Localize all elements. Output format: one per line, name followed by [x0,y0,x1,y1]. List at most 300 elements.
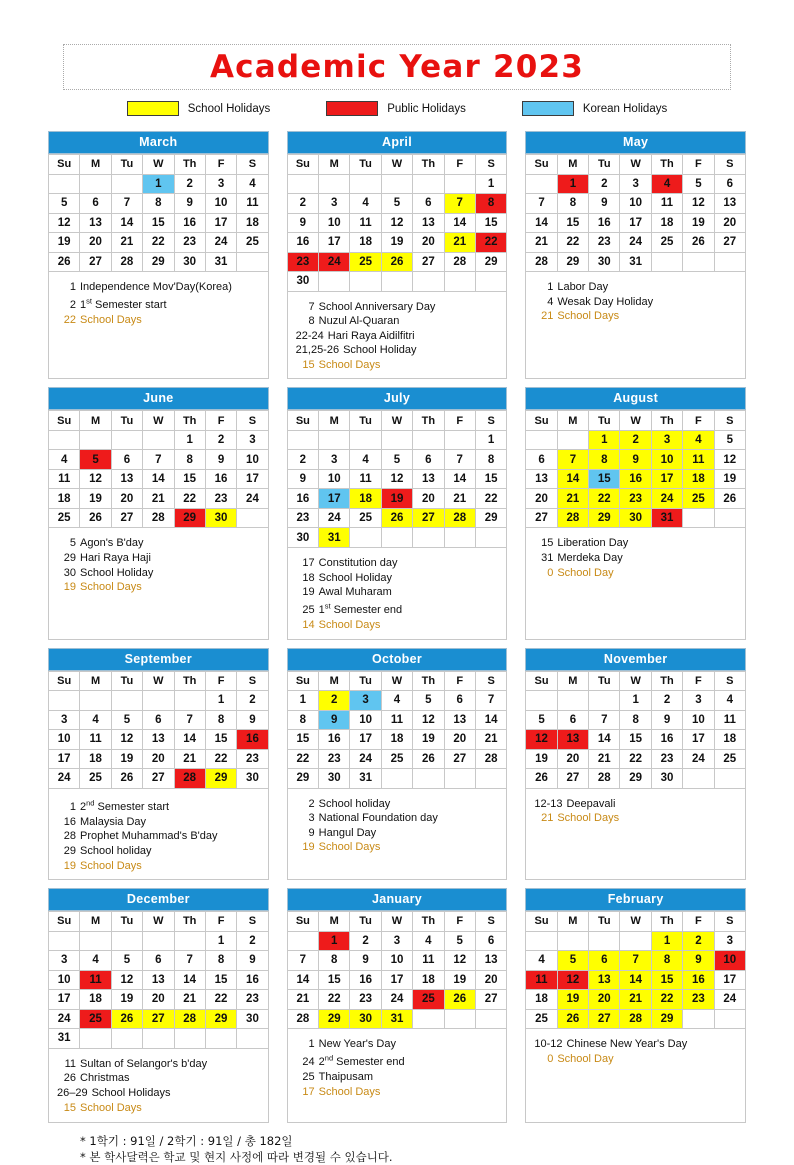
day-cell-november-8[interactable]: 8 [620,710,651,730]
day-cell-december-6[interactable]: 6 [143,951,174,971]
day-cell-november-30[interactable]: 30 [651,769,682,789]
day-cell-january-6[interactable]: 6 [475,931,506,951]
day-cell-january-24[interactable]: 24 [381,990,412,1010]
day-cell-february-7[interactable]: 7 [620,951,651,971]
day-cell-september-17[interactable]: 17 [49,749,80,769]
day-cell-may-15[interactable]: 15 [557,213,588,233]
day-cell-november-20[interactable]: 20 [557,749,588,769]
day-cell-april-21[interactable]: 21 [444,233,475,253]
day-cell-may-5[interactable]: 5 [683,174,714,194]
day-cell-march-4[interactable]: 4 [237,174,268,194]
day-cell-july-28[interactable]: 28 [444,508,475,528]
day-cell-march-15[interactable]: 15 [143,213,174,233]
day-cell-december-16[interactable]: 16 [237,970,268,990]
day-cell-august-29[interactable]: 29 [589,508,620,528]
day-cell-november-1[interactable]: 1 [620,691,651,711]
day-cell-june-2[interactable]: 2 [205,430,236,450]
day-cell-august-31[interactable]: 31 [651,508,682,528]
day-cell-july-9[interactable]: 9 [287,469,318,489]
day-cell-may-6[interactable]: 6 [714,174,745,194]
day-cell-october-20[interactable]: 20 [444,730,475,750]
day-cell-september-16[interactable]: 16 [237,730,268,750]
day-cell-august-11[interactable]: 11 [683,450,714,470]
day-cell-march-31[interactable]: 31 [205,252,236,272]
day-cell-october-15[interactable]: 15 [287,730,318,750]
day-cell-june-13[interactable]: 13 [111,469,142,489]
day-cell-may-25[interactable]: 25 [651,233,682,253]
day-cell-february-29[interactable]: 29 [651,1009,682,1029]
day-cell-august-5[interactable]: 5 [714,430,745,450]
day-cell-november-21[interactable]: 21 [589,749,620,769]
day-cell-august-19[interactable]: 19 [714,469,745,489]
day-cell-october-1[interactable]: 1 [287,691,318,711]
day-cell-december-24[interactable]: 24 [49,1009,80,1029]
day-cell-november-23[interactable]: 23 [651,749,682,769]
day-cell-june-1[interactable]: 1 [174,430,205,450]
day-cell-july-7[interactable]: 7 [444,450,475,470]
day-cell-april-15[interactable]: 15 [475,213,506,233]
day-cell-september-20[interactable]: 20 [143,749,174,769]
day-cell-february-3[interactable]: 3 [714,931,745,951]
day-cell-october-19[interactable]: 19 [413,730,444,750]
day-cell-april-19[interactable]: 19 [381,233,412,253]
day-cell-february-14[interactable]: 14 [620,970,651,990]
day-cell-october-16[interactable]: 16 [319,730,350,750]
day-cell-february-22[interactable]: 22 [651,990,682,1010]
day-cell-february-24[interactable]: 24 [714,990,745,1010]
day-cell-february-11[interactable]: 11 [526,970,557,990]
day-cell-november-19[interactable]: 19 [526,749,557,769]
day-cell-may-30[interactable]: 30 [589,252,620,272]
day-cell-august-7[interactable]: 7 [557,450,588,470]
day-cell-july-8[interactable]: 8 [475,450,506,470]
day-cell-september-10[interactable]: 10 [49,730,80,750]
day-cell-july-18[interactable]: 18 [350,489,381,509]
day-cell-march-28[interactable]: 28 [111,252,142,272]
day-cell-november-18[interactable]: 18 [714,730,745,750]
day-cell-january-27[interactable]: 27 [475,990,506,1010]
day-cell-october-29[interactable]: 29 [287,769,318,789]
day-cell-september-23[interactable]: 23 [237,749,268,769]
day-cell-september-11[interactable]: 11 [80,730,111,750]
day-cell-december-12[interactable]: 12 [111,970,142,990]
day-cell-may-8[interactable]: 8 [557,194,588,214]
day-cell-february-17[interactable]: 17 [714,970,745,990]
day-cell-february-18[interactable]: 18 [526,990,557,1010]
day-cell-december-27[interactable]: 27 [143,1009,174,1029]
day-cell-march-25[interactable]: 25 [237,233,268,253]
day-cell-june-23[interactable]: 23 [205,489,236,509]
day-cell-june-14[interactable]: 14 [143,469,174,489]
day-cell-june-16[interactable]: 16 [205,469,236,489]
day-cell-june-5[interactable]: 5 [80,450,111,470]
day-cell-january-20[interactable]: 20 [475,970,506,990]
day-cell-august-1[interactable]: 1 [589,430,620,450]
day-cell-june-8[interactable]: 8 [174,450,205,470]
day-cell-september-12[interactable]: 12 [111,730,142,750]
day-cell-august-22[interactable]: 22 [589,489,620,509]
day-cell-july-6[interactable]: 6 [413,450,444,470]
day-cell-march-22[interactable]: 22 [143,233,174,253]
day-cell-may-17[interactable]: 17 [620,213,651,233]
day-cell-september-24[interactable]: 24 [49,769,80,789]
day-cell-may-24[interactable]: 24 [620,233,651,253]
day-cell-november-7[interactable]: 7 [589,710,620,730]
day-cell-june-26[interactable]: 26 [80,508,111,528]
day-cell-april-3[interactable]: 3 [319,194,350,214]
day-cell-may-1[interactable]: 1 [557,174,588,194]
day-cell-july-16[interactable]: 16 [287,489,318,509]
day-cell-march-8[interactable]: 8 [143,194,174,214]
day-cell-october-26[interactable]: 26 [413,749,444,769]
day-cell-july-20[interactable]: 20 [413,489,444,509]
day-cell-september-25[interactable]: 25 [80,769,111,789]
day-cell-july-31[interactable]: 31 [319,528,350,548]
day-cell-october-12[interactable]: 12 [413,710,444,730]
day-cell-october-18[interactable]: 18 [381,730,412,750]
day-cell-august-17[interactable]: 17 [651,469,682,489]
day-cell-november-17[interactable]: 17 [683,730,714,750]
day-cell-may-4[interactable]: 4 [651,174,682,194]
day-cell-may-21[interactable]: 21 [526,233,557,253]
day-cell-november-16[interactable]: 16 [651,730,682,750]
day-cell-march-3[interactable]: 3 [205,174,236,194]
day-cell-november-27[interactable]: 27 [557,769,588,789]
day-cell-december-5[interactable]: 5 [111,951,142,971]
day-cell-march-6[interactable]: 6 [80,194,111,214]
day-cell-march-12[interactable]: 12 [49,213,80,233]
day-cell-december-23[interactable]: 23 [237,990,268,1010]
day-cell-march-16[interactable]: 16 [174,213,205,233]
day-cell-january-22[interactable]: 22 [319,990,350,1010]
day-cell-august-3[interactable]: 3 [651,430,682,450]
day-cell-january-30[interactable]: 30 [350,1009,381,1029]
day-cell-may-10[interactable]: 10 [620,194,651,214]
day-cell-august-25[interactable]: 25 [683,489,714,509]
day-cell-december-17[interactable]: 17 [49,990,80,1010]
day-cell-february-28[interactable]: 28 [620,1009,651,1029]
day-cell-november-22[interactable]: 22 [620,749,651,769]
day-cell-april-17[interactable]: 17 [319,233,350,253]
day-cell-may-3[interactable]: 3 [620,174,651,194]
day-cell-january-23[interactable]: 23 [350,990,381,1010]
day-cell-march-19[interactable]: 19 [49,233,80,253]
day-cell-february-2[interactable]: 2 [683,931,714,951]
day-cell-october-14[interactable]: 14 [475,710,506,730]
day-cell-february-12[interactable]: 12 [557,970,588,990]
day-cell-october-10[interactable]: 10 [350,710,381,730]
day-cell-may-7[interactable]: 7 [526,194,557,214]
day-cell-january-11[interactable]: 11 [413,951,444,971]
day-cell-january-18[interactable]: 18 [413,970,444,990]
day-cell-november-29[interactable]: 29 [620,769,651,789]
day-cell-october-23[interactable]: 23 [319,749,350,769]
day-cell-september-30[interactable]: 30 [237,769,268,789]
day-cell-june-18[interactable]: 18 [49,489,80,509]
day-cell-august-2[interactable]: 2 [620,430,651,450]
day-cell-december-7[interactable]: 7 [174,951,205,971]
day-cell-october-3[interactable]: 3 [350,691,381,711]
day-cell-july-3[interactable]: 3 [319,450,350,470]
day-cell-april-2[interactable]: 2 [287,194,318,214]
day-cell-january-1[interactable]: 1 [319,931,350,951]
day-cell-june-11[interactable]: 11 [49,469,80,489]
day-cell-july-27[interactable]: 27 [413,508,444,528]
day-cell-august-16[interactable]: 16 [620,469,651,489]
day-cell-april-29[interactable]: 29 [475,252,506,272]
day-cell-july-26[interactable]: 26 [381,508,412,528]
day-cell-may-11[interactable]: 11 [651,194,682,214]
day-cell-november-26[interactable]: 26 [526,769,557,789]
day-cell-july-5[interactable]: 5 [381,450,412,470]
day-cell-march-14[interactable]: 14 [111,213,142,233]
day-cell-june-20[interactable]: 20 [111,489,142,509]
day-cell-august-20[interactable]: 20 [526,489,557,509]
day-cell-november-6[interactable]: 6 [557,710,588,730]
day-cell-june-6[interactable]: 6 [111,450,142,470]
day-cell-september-7[interactable]: 7 [174,710,205,730]
day-cell-december-11[interactable]: 11 [80,970,111,990]
day-cell-december-28[interactable]: 28 [174,1009,205,1029]
day-cell-november-15[interactable]: 15 [620,730,651,750]
day-cell-february-10[interactable]: 10 [714,951,745,971]
day-cell-november-5[interactable]: 5 [526,710,557,730]
day-cell-december-15[interactable]: 15 [205,970,236,990]
day-cell-february-8[interactable]: 8 [651,951,682,971]
day-cell-february-15[interactable]: 15 [651,970,682,990]
day-cell-march-9[interactable]: 9 [174,194,205,214]
day-cell-november-3[interactable]: 3 [683,691,714,711]
day-cell-may-19[interactable]: 19 [683,213,714,233]
day-cell-august-21[interactable]: 21 [557,489,588,509]
day-cell-april-23[interactable]: 23 [287,252,318,272]
day-cell-july-1[interactable]: 1 [475,430,506,450]
day-cell-january-8[interactable]: 8 [319,951,350,971]
day-cell-may-14[interactable]: 14 [526,213,557,233]
day-cell-february-27[interactable]: 27 [589,1009,620,1029]
day-cell-july-15[interactable]: 15 [475,469,506,489]
day-cell-april-6[interactable]: 6 [413,194,444,214]
day-cell-january-28[interactable]: 28 [287,1009,318,1029]
day-cell-march-26[interactable]: 26 [49,252,80,272]
day-cell-september-2[interactable]: 2 [237,691,268,711]
day-cell-december-19[interactable]: 19 [111,990,142,1010]
day-cell-june-28[interactable]: 28 [143,508,174,528]
day-cell-january-29[interactable]: 29 [319,1009,350,1029]
day-cell-december-1[interactable]: 1 [205,931,236,951]
day-cell-october-21[interactable]: 21 [475,730,506,750]
day-cell-november-11[interactable]: 11 [714,710,745,730]
day-cell-december-4[interactable]: 4 [80,951,111,971]
day-cell-june-27[interactable]: 27 [111,508,142,528]
day-cell-february-1[interactable]: 1 [651,931,682,951]
day-cell-january-12[interactable]: 12 [444,951,475,971]
day-cell-june-22[interactable]: 22 [174,489,205,509]
day-cell-december-3[interactable]: 3 [49,951,80,971]
day-cell-february-23[interactable]: 23 [683,990,714,1010]
day-cell-november-4[interactable]: 4 [714,691,745,711]
day-cell-december-13[interactable]: 13 [143,970,174,990]
day-cell-january-9[interactable]: 9 [350,951,381,971]
day-cell-june-21[interactable]: 21 [143,489,174,509]
day-cell-april-30[interactable]: 30 [287,272,318,292]
day-cell-july-21[interactable]: 21 [444,489,475,509]
day-cell-april-12[interactable]: 12 [381,213,412,233]
day-cell-january-4[interactable]: 4 [413,931,444,951]
day-cell-august-27[interactable]: 27 [526,508,557,528]
day-cell-march-29[interactable]: 29 [143,252,174,272]
day-cell-january-16[interactable]: 16 [350,970,381,990]
day-cell-november-28[interactable]: 28 [589,769,620,789]
day-cell-december-2[interactable]: 2 [237,931,268,951]
day-cell-january-19[interactable]: 19 [444,970,475,990]
day-cell-march-18[interactable]: 18 [237,213,268,233]
day-cell-may-20[interactable]: 20 [714,213,745,233]
day-cell-january-3[interactable]: 3 [381,931,412,951]
day-cell-october-24[interactable]: 24 [350,749,381,769]
day-cell-july-2[interactable]: 2 [287,450,318,470]
day-cell-october-31[interactable]: 31 [350,769,381,789]
day-cell-march-7[interactable]: 7 [111,194,142,214]
day-cell-march-23[interactable]: 23 [174,233,205,253]
day-cell-march-27[interactable]: 27 [80,252,111,272]
day-cell-april-20[interactable]: 20 [413,233,444,253]
day-cell-january-31[interactable]: 31 [381,1009,412,1029]
day-cell-july-19[interactable]: 19 [381,489,412,509]
day-cell-november-10[interactable]: 10 [683,710,714,730]
day-cell-september-26[interactable]: 26 [111,769,142,789]
day-cell-august-18[interactable]: 18 [683,469,714,489]
day-cell-november-12[interactable]: 12 [526,730,557,750]
day-cell-october-22[interactable]: 22 [287,749,318,769]
day-cell-january-13[interactable]: 13 [475,951,506,971]
day-cell-june-30[interactable]: 30 [205,508,236,528]
day-cell-april-27[interactable]: 27 [413,252,444,272]
day-cell-july-4[interactable]: 4 [350,450,381,470]
day-cell-october-6[interactable]: 6 [444,691,475,711]
day-cell-may-9[interactable]: 9 [589,194,620,214]
day-cell-april-4[interactable]: 4 [350,194,381,214]
day-cell-march-30[interactable]: 30 [174,252,205,272]
day-cell-october-25[interactable]: 25 [381,749,412,769]
day-cell-november-14[interactable]: 14 [589,730,620,750]
day-cell-september-28[interactable]: 28 [174,769,205,789]
day-cell-october-11[interactable]: 11 [381,710,412,730]
day-cell-june-24[interactable]: 24 [237,489,268,509]
day-cell-november-13[interactable]: 13 [557,730,588,750]
day-cell-january-14[interactable]: 14 [287,970,318,990]
day-cell-may-16[interactable]: 16 [589,213,620,233]
day-cell-april-5[interactable]: 5 [381,194,412,214]
day-cell-august-23[interactable]: 23 [620,489,651,509]
day-cell-april-9[interactable]: 9 [287,213,318,233]
day-cell-october-28[interactable]: 28 [475,749,506,769]
day-cell-april-18[interactable]: 18 [350,233,381,253]
day-cell-december-26[interactable]: 26 [111,1009,142,1029]
day-cell-august-10[interactable]: 10 [651,450,682,470]
day-cell-december-22[interactable]: 22 [205,990,236,1010]
day-cell-may-18[interactable]: 18 [651,213,682,233]
day-cell-december-10[interactable]: 10 [49,970,80,990]
day-cell-may-26[interactable]: 26 [683,233,714,253]
day-cell-april-25[interactable]: 25 [350,252,381,272]
day-cell-october-5[interactable]: 5 [413,691,444,711]
day-cell-march-5[interactable]: 5 [49,194,80,214]
day-cell-july-22[interactable]: 22 [475,489,506,509]
day-cell-february-4[interactable]: 4 [526,951,557,971]
day-cell-august-24[interactable]: 24 [651,489,682,509]
day-cell-july-12[interactable]: 12 [381,469,412,489]
day-cell-june-7[interactable]: 7 [143,450,174,470]
day-cell-september-29[interactable]: 29 [205,769,236,789]
day-cell-january-5[interactable]: 5 [444,931,475,951]
day-cell-june-4[interactable]: 4 [49,450,80,470]
day-cell-september-19[interactable]: 19 [111,749,142,769]
day-cell-september-21[interactable]: 21 [174,749,205,769]
day-cell-february-5[interactable]: 5 [557,951,588,971]
day-cell-january-26[interactable]: 26 [444,990,475,1010]
day-cell-september-27[interactable]: 27 [143,769,174,789]
day-cell-may-2[interactable]: 2 [589,174,620,194]
day-cell-may-22[interactable]: 22 [557,233,588,253]
day-cell-february-16[interactable]: 16 [683,970,714,990]
day-cell-april-13[interactable]: 13 [413,213,444,233]
day-cell-february-9[interactable]: 9 [683,951,714,971]
day-cell-july-11[interactable]: 11 [350,469,381,489]
day-cell-september-14[interactable]: 14 [174,730,205,750]
day-cell-october-7[interactable]: 7 [475,691,506,711]
day-cell-december-25[interactable]: 25 [80,1009,111,1029]
day-cell-february-19[interactable]: 19 [557,990,588,1010]
day-cell-january-21[interactable]: 21 [287,990,318,1010]
day-cell-march-1[interactable]: 1 [143,174,174,194]
day-cell-april-16[interactable]: 16 [287,233,318,253]
day-cell-july-29[interactable]: 29 [475,508,506,528]
day-cell-september-3[interactable]: 3 [49,710,80,730]
day-cell-april-7[interactable]: 7 [444,194,475,214]
day-cell-august-8[interactable]: 8 [589,450,620,470]
day-cell-may-29[interactable]: 29 [557,252,588,272]
day-cell-september-9[interactable]: 9 [237,710,268,730]
day-cell-december-30[interactable]: 30 [237,1009,268,1029]
day-cell-august-13[interactable]: 13 [526,469,557,489]
day-cell-june-15[interactable]: 15 [174,469,205,489]
day-cell-march-20[interactable]: 20 [80,233,111,253]
day-cell-april-14[interactable]: 14 [444,213,475,233]
day-cell-june-17[interactable]: 17 [237,469,268,489]
day-cell-may-13[interactable]: 13 [714,194,745,214]
day-cell-september-6[interactable]: 6 [143,710,174,730]
day-cell-may-27[interactable]: 27 [714,233,745,253]
day-cell-march-10[interactable]: 10 [205,194,236,214]
day-cell-april-26[interactable]: 26 [381,252,412,272]
day-cell-february-25[interactable]: 25 [526,1009,557,1029]
day-cell-november-9[interactable]: 9 [651,710,682,730]
day-cell-october-4[interactable]: 4 [381,691,412,711]
day-cell-june-19[interactable]: 19 [80,489,111,509]
day-cell-january-10[interactable]: 10 [381,951,412,971]
day-cell-december-20[interactable]: 20 [143,990,174,1010]
day-cell-september-4[interactable]: 4 [80,710,111,730]
day-cell-march-11[interactable]: 11 [237,194,268,214]
day-cell-november-24[interactable]: 24 [683,749,714,769]
day-cell-june-3[interactable]: 3 [237,430,268,450]
day-cell-april-22[interactable]: 22 [475,233,506,253]
day-cell-june-29[interactable]: 29 [174,508,205,528]
day-cell-april-8[interactable]: 8 [475,194,506,214]
day-cell-june-25[interactable]: 25 [49,508,80,528]
day-cell-february-6[interactable]: 6 [589,951,620,971]
